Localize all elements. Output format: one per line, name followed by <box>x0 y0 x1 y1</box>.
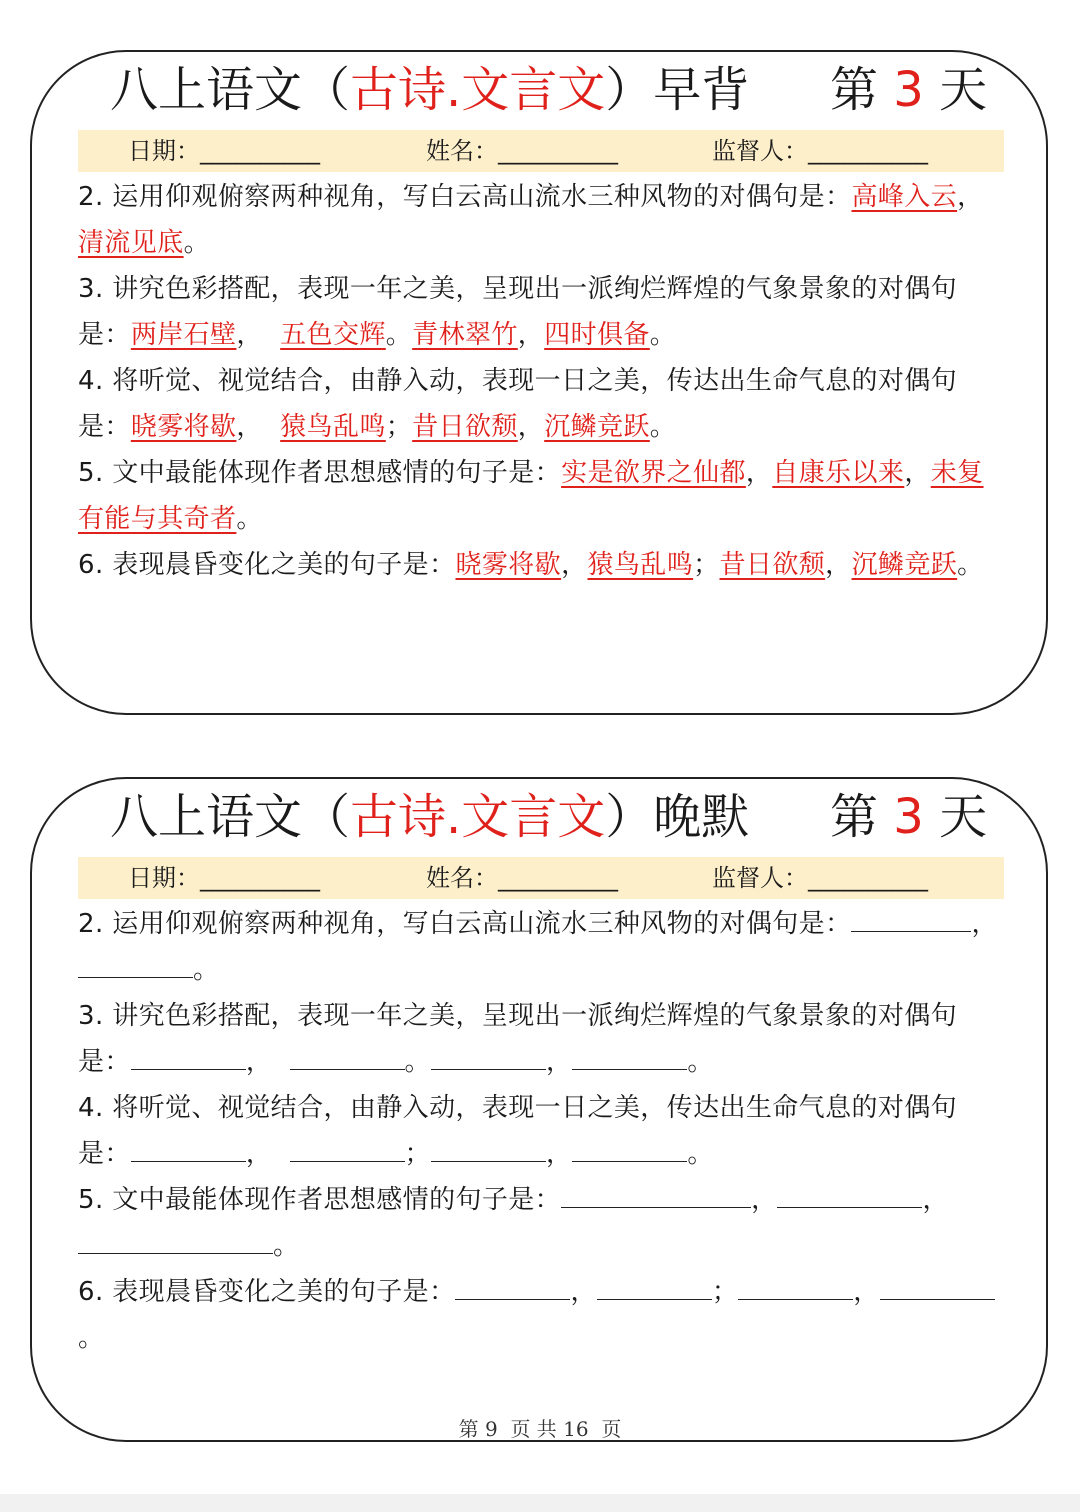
title-suffix: ）晚默 <box>605 789 750 845</box>
question-3: 3. 讲究色彩搭配，表现一年之美，呈现出一派绚烂辉煌的气象景象的对偶句是：两岸石壁， 五色交辉。青林翠竹，四时俱备。 <box>78 274 958 350</box>
answer: 清流见底 <box>78 228 184 258</box>
answer: 沉鳞竞跃 <box>544 412 650 442</box>
answer-blank[interactable] <box>561 1183 751 1208</box>
card-title <box>110 785 1010 849</box>
day-number: 3 <box>893 62 924 118</box>
question-5: 5. 文中最能体现作者思想感情的句子是：实是欲界之仙都，自康乐以来，未复有能与其奇者。 <box>78 458 984 534</box>
answer: 晓雾将歇 <box>455 550 562 580</box>
answer-blank[interactable] <box>131 1137 246 1162</box>
answer: 青林翠竹 <box>412 320 518 350</box>
title-suffix: ）早背 <box>605 62 750 118</box>
question-5: 5. 文中最能体现作者思想感情的句子是： ， ，。 <box>78 1185 949 1261</box>
question-3: 3. 讲究色彩搭配，表现一年之美，呈现出一派绚烂辉煌的气象景象的对偶句是： ， 。 ， 。 <box>78 1001 958 1077</box>
question-4: 4. 将听觉、视觉结合，由静入动，表现一日之美，传达出生命气息的对偶句是： ， ； ， 。 <box>78 1093 958 1169</box>
title-prefix: 八上语文（ <box>110 789 351 845</box>
answer-blank[interactable] <box>777 1183 922 1208</box>
morning-card <box>30 50 1048 715</box>
question-2: 2. 运用仰观俯察两种视角，写白云高山流水三种风物的对偶句是： ，。 <box>78 909 998 985</box>
bottom-strip <box>0 1494 1080 1512</box>
answer: 未复有能与其奇者 <box>78 458 984 534</box>
answer: 自康乐以来 <box>772 458 905 488</box>
answer-blank[interactable] <box>597 1275 712 1300</box>
title-subject: 古诗.文言文 <box>350 62 606 118</box>
answer-blank[interactable] <box>290 1045 405 1070</box>
answer: 两岸石壁 <box>130 320 237 350</box>
question-2: 2. 运用仰观俯察两种视角，写白云高山流水三种风物的对偶句是：高峰入云，清流见底。 <box>78 182 984 258</box>
answer-blank[interactable] <box>738 1275 853 1300</box>
answer-blank[interactable] <box>431 1137 546 1162</box>
answer: 昔日欲颓 <box>719 550 826 580</box>
question-list <box>78 901 1006 1361</box>
answer-blank[interactable] <box>572 1045 687 1070</box>
evening-card <box>30 777 1048 1442</box>
name-field[interactable]: 姓名：__________ <box>426 864 618 892</box>
answer-blank[interactable] <box>880 1275 995 1300</box>
supervisor-field[interactable]: 监督人：__________ <box>712 137 928 165</box>
answer-blank[interactable] <box>431 1045 546 1070</box>
answer-blank[interactable] <box>572 1137 687 1162</box>
question-6: 6. 表现晨昏变化之美的句子是： ， ； ，。 <box>78 1269 1006 1361</box>
answer: 猿鸟乱鸣 <box>280 412 386 442</box>
answer-blank[interactable] <box>851 907 971 932</box>
date-field[interactable]: 日期：__________ <box>128 864 320 892</box>
answer-blank[interactable] <box>455 1275 570 1300</box>
answer: 四时俱备 <box>544 320 650 350</box>
day-number: 3 <box>893 789 924 845</box>
answer: 实是欲界之仙都 <box>561 458 746 488</box>
page-footer: 第 9 页 共 16 页 <box>458 1417 622 1441</box>
question-4: 4. 将听觉、视觉结合，由静入动，表现一日之美，传达出生命气息的对偶句是：晓雾将歇， 猿鸟乱鸣；昔日欲颓，沉鳞竞跃。 <box>78 366 958 442</box>
title-prefix: 八上语文（ <box>110 62 351 118</box>
question-list <box>78 174 1006 588</box>
day-label: 第 3 天 <box>830 789 988 845</box>
day-label: 第 3 天 <box>830 62 988 118</box>
title-subject: 古诗.文言文 <box>350 789 606 845</box>
answer: 高峰入云 <box>851 182 958 212</box>
answer: 昔日欲颓 <box>412 412 518 442</box>
name-field[interactable]: 姓名：__________ <box>426 137 618 165</box>
info-bar <box>78 857 1004 899</box>
answer-blank[interactable] <box>78 1229 273 1254</box>
question-6: 6. 表现晨昏变化之美的句子是：晓雾将歇，猿鸟乱鸣；昔日欲颓，沉鳞竞跃。 <box>78 550 984 580</box>
answer: 猿鸟乱鸣 <box>587 550 694 580</box>
answer: 五色交辉 <box>280 320 386 350</box>
answer-blank[interactable] <box>78 953 193 978</box>
answer-blank[interactable] <box>131 1045 246 1070</box>
supervisor-field[interactable]: 监督人：__________ <box>712 864 928 892</box>
date-field[interactable]: 日期：__________ <box>128 137 320 165</box>
answer-blank[interactable] <box>290 1137 405 1162</box>
answer: 晓雾将歇 <box>130 412 237 442</box>
answer: 沉鳞竞跃 <box>851 550 958 580</box>
info-bar <box>78 130 1004 172</box>
card-title <box>110 58 1010 122</box>
